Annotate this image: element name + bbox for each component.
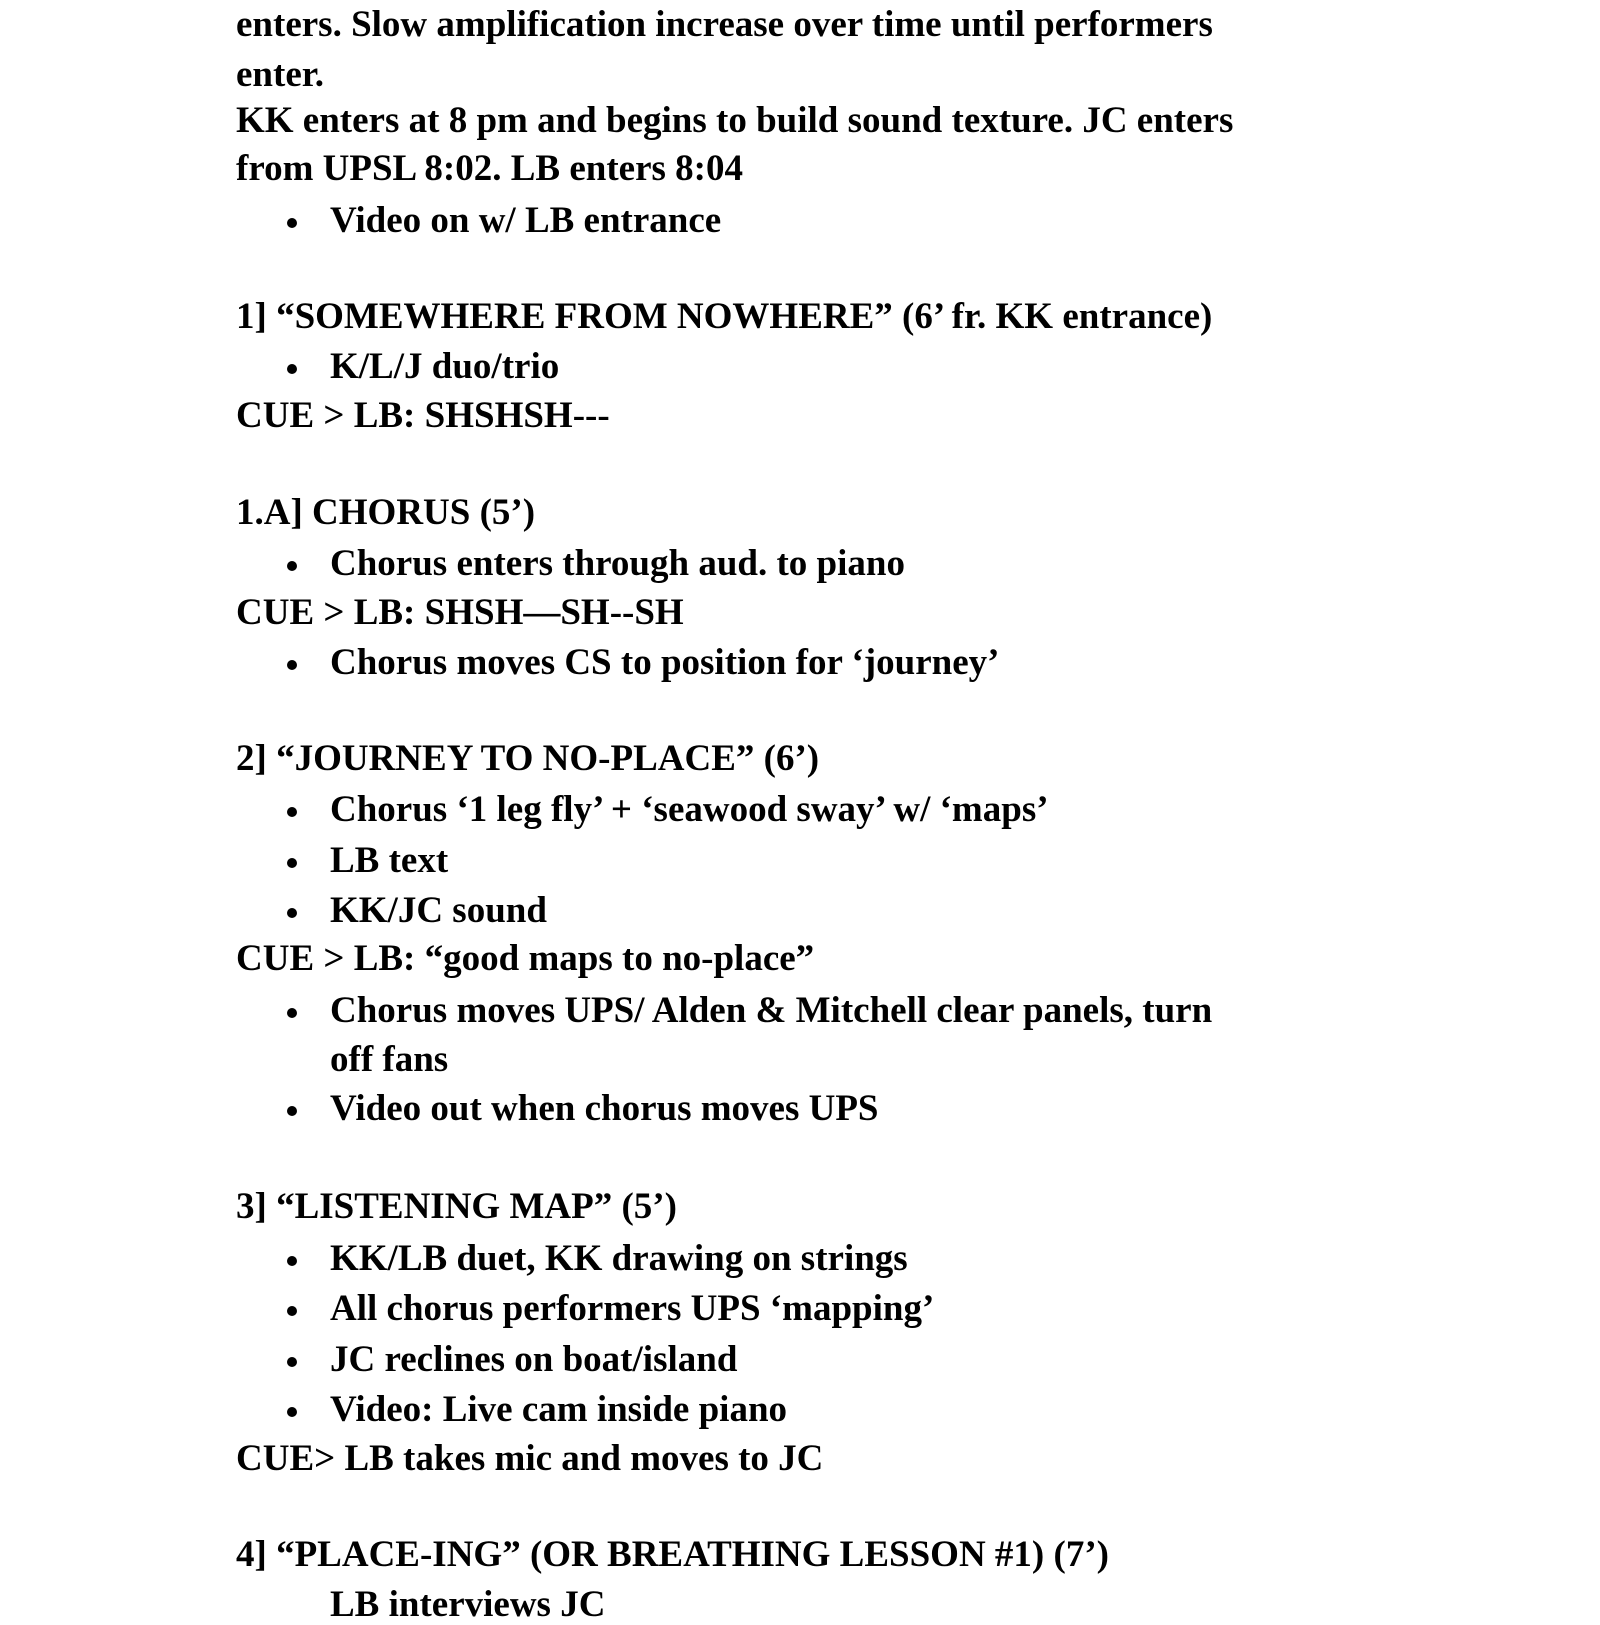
list-item: Video: Live cam inside piano: [330, 1389, 788, 1430]
list-item-continuation: off fans: [330, 1039, 449, 1080]
intro-line-2: enter.: [236, 54, 325, 95]
list-item: JC reclines on boat/island: [330, 1339, 738, 1380]
bullet-icon: [287, 561, 297, 571]
list-item: Video out when chorus moves UPS: [330, 1088, 879, 1129]
cue-line-1a: CUE > LB: SHSH—SH--SH: [236, 592, 684, 633]
list-item: Chorus ‘1 leg fly’ + ‘seawood sway’ w/ ‘maps’: [330, 789, 1049, 830]
bullet-icon: [287, 660, 297, 670]
bullet-icon: [287, 1306, 297, 1316]
bullet-icon: [287, 807, 297, 817]
list-item: Chorus enters through aud. to piano: [330, 543, 905, 584]
intro-line-3: KK enters at 8 pm and begins to build sound texture. JC enters: [236, 100, 1234, 141]
list-item: All chorus performers UPS ‘mapping’: [330, 1288, 935, 1329]
bullet-icon: [287, 1407, 297, 1417]
list-item: K/L/J duo/trio: [330, 346, 560, 387]
cue-line-3: CUE> LB takes mic and moves to JC: [236, 1438, 824, 1479]
list-item: KK/JC sound: [330, 890, 547, 931]
bullet-icon: [287, 908, 297, 918]
list-item-partial: LB interviews JC: [330, 1584, 606, 1625]
bullet-icon: [287, 1256, 297, 1266]
bullet-icon: [287, 364, 297, 374]
list-item: Video on w/ LB entrance: [330, 200, 722, 241]
section-heading-4: 4] “PLACE-ING” (OR BREATHING LESSON #1) (7’): [236, 1534, 1109, 1575]
bullet-icon: [287, 1008, 297, 1018]
intro-line-1: enters. Slow amplification increase over time until performers: [236, 4, 1213, 45]
cue-line-2: CUE > LB: “good maps to no-place”: [236, 938, 815, 979]
intro-line-4: from UPSL 8:02. LB enters 8:04: [236, 148, 743, 189]
cue-line-1: CUE > LB: SHSHSH---: [236, 395, 610, 436]
list-item: KK/LB duet, KK drawing on strings: [330, 1238, 908, 1279]
bullet-icon: [287, 218, 297, 228]
bullet-icon: [287, 1106, 297, 1116]
section-heading-3: 3] “LISTENING MAP” (5’): [236, 1186, 677, 1227]
list-item: Chorus moves UPS/ Alden & Mitchell clear panels, turn: [330, 990, 1213, 1031]
section-heading-1a: 1.A] CHORUS (5’): [236, 492, 536, 533]
bullet-icon: [287, 858, 297, 868]
list-item: LB text: [330, 840, 449, 881]
bullet-icon: [287, 1357, 297, 1367]
section-heading-2: 2] “JOURNEY TO NO-PLACE” (6’): [236, 738, 820, 779]
section-heading-1: 1] “SOMEWHERE FROM NOWHERE” (6’ fr. KK entrance): [236, 296, 1213, 337]
list-item: Chorus moves CS to position for ‘journey’: [330, 642, 1000, 683]
